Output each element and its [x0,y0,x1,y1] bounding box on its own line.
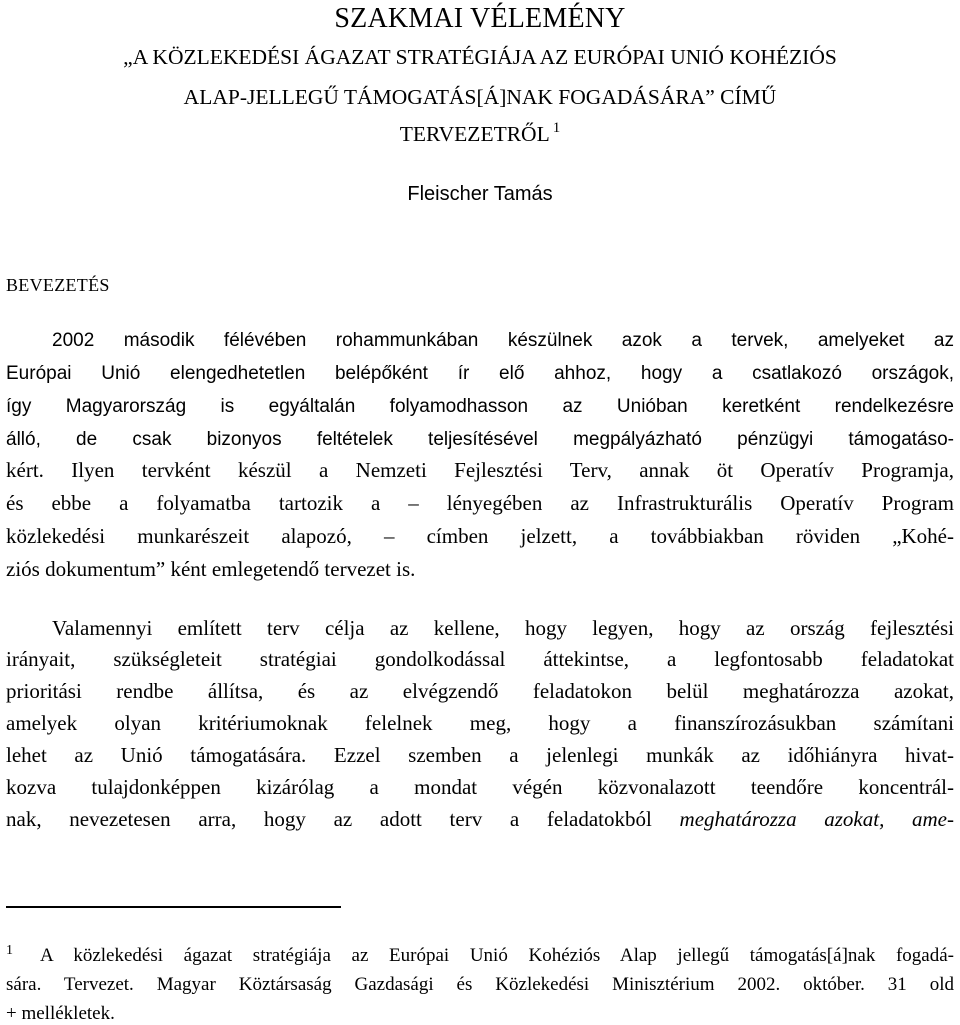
section-heading: BEVEZETÉS [6,275,110,295]
paragraph-text: nak, nevezetesen arra, hogy az adott terv a feladatokból [6,807,652,831]
paragraph-line: lehet az Unió támogatására. Ezzel szemben a jelenlegi munkák az időhiányra hivat- [6,743,954,767]
footnote-reference: 1 [552,120,561,136]
paragraph-line: ziós dokumentum” ként emlegetendő tervezet is. [6,557,416,581]
paragraph-line: Európai Unió elengedhetetlen belépőként ír elő ahhoz, hogy a csatlakozó országok, [6,363,954,384]
paragraph-line: és ebbe a folyamatba tartozik a – lényegében az Infrastrukturális Operatív Program [6,491,954,515]
paragraph-line: így Magyarország is egyáltalán folyamodhasson az Unióban keretként rendelkezésre [6,396,954,417]
footnote-line: + mellékletek. [6,1003,115,1024]
paragraph-line: irányait, szükségleteit stratégiai gondolkodással áttekintse, a legfontosabb feladatokat [6,647,954,671]
footnote-line: sára. Tervezet. Magyar Köztársaság Gazdasági és Közlekedési Minisztérium 2002. október. 31 old [6,974,954,995]
paragraph-line: közlekedési munkarészeit alapozó, – címben jelzett, a továbbiakban röviden „Kohé- [6,524,954,548]
footnote-divider [6,906,341,908]
footnote-mark: 1 [6,943,13,958]
subtitle-line-1: „A KÖZLEKEDÉSI ÁGAZAT STRATÉGIÁJA AZ EURÓPAI UNIÓ KOHÉZIÓS [123,45,837,69]
paragraph-line: kozva tulajdonképpen kizárólag a mondat végén közvonalazott teendőre koncentrál- [6,775,954,799]
paragraph-line-last [6,807,954,832]
emphasized-text: meghatározza azokat, ame- [679,807,954,831]
paragraph-line: 2002 második félévében rohammunkában készülnek azok a tervek, amelyeket az [52,330,954,351]
document-title: SZAKMAI VÉLEMÉNY [334,3,626,34]
subtitle-line-2: ALAP-JELLEGŰ TÁMOGATÁS[Á]NAK FOGADÁSÁRA” CÍMŰ [183,85,777,109]
paragraph-line: kért. Ilyen tervként készül a Nemzeti Fejlesztési Terv, annak öt Operatív Programja, [6,458,954,482]
paragraph-line: prioritási rendbe állítsa, és az elvégzendő feladatokon belül meghatározza azokat, [6,679,954,703]
paragraph-line: álló, de csak bizonyos feltételek teljesítésével megpályázható pénzügyi támogatáso- [6,429,954,450]
footnote-line: A közlekedési ágazat stratégiája az Európai Unió Kohéziós Alap jellegű támogatás[á]nak fogadá- [40,945,954,966]
author-name: Fleischer Tamás [407,183,553,205]
subtitle-line-3-text: TERVEZETRŐL [399,122,550,146]
subtitle-line-3 [0,121,960,147]
paragraph-line: Valamennyi említett terv célja az kellene, hogy legyen, hogy az ország fejlesztési [52,616,954,640]
paragraph-line: amelyek olyan kritériumoknak felelnek meg, hogy a finanszírozásukban számítani [6,711,954,735]
